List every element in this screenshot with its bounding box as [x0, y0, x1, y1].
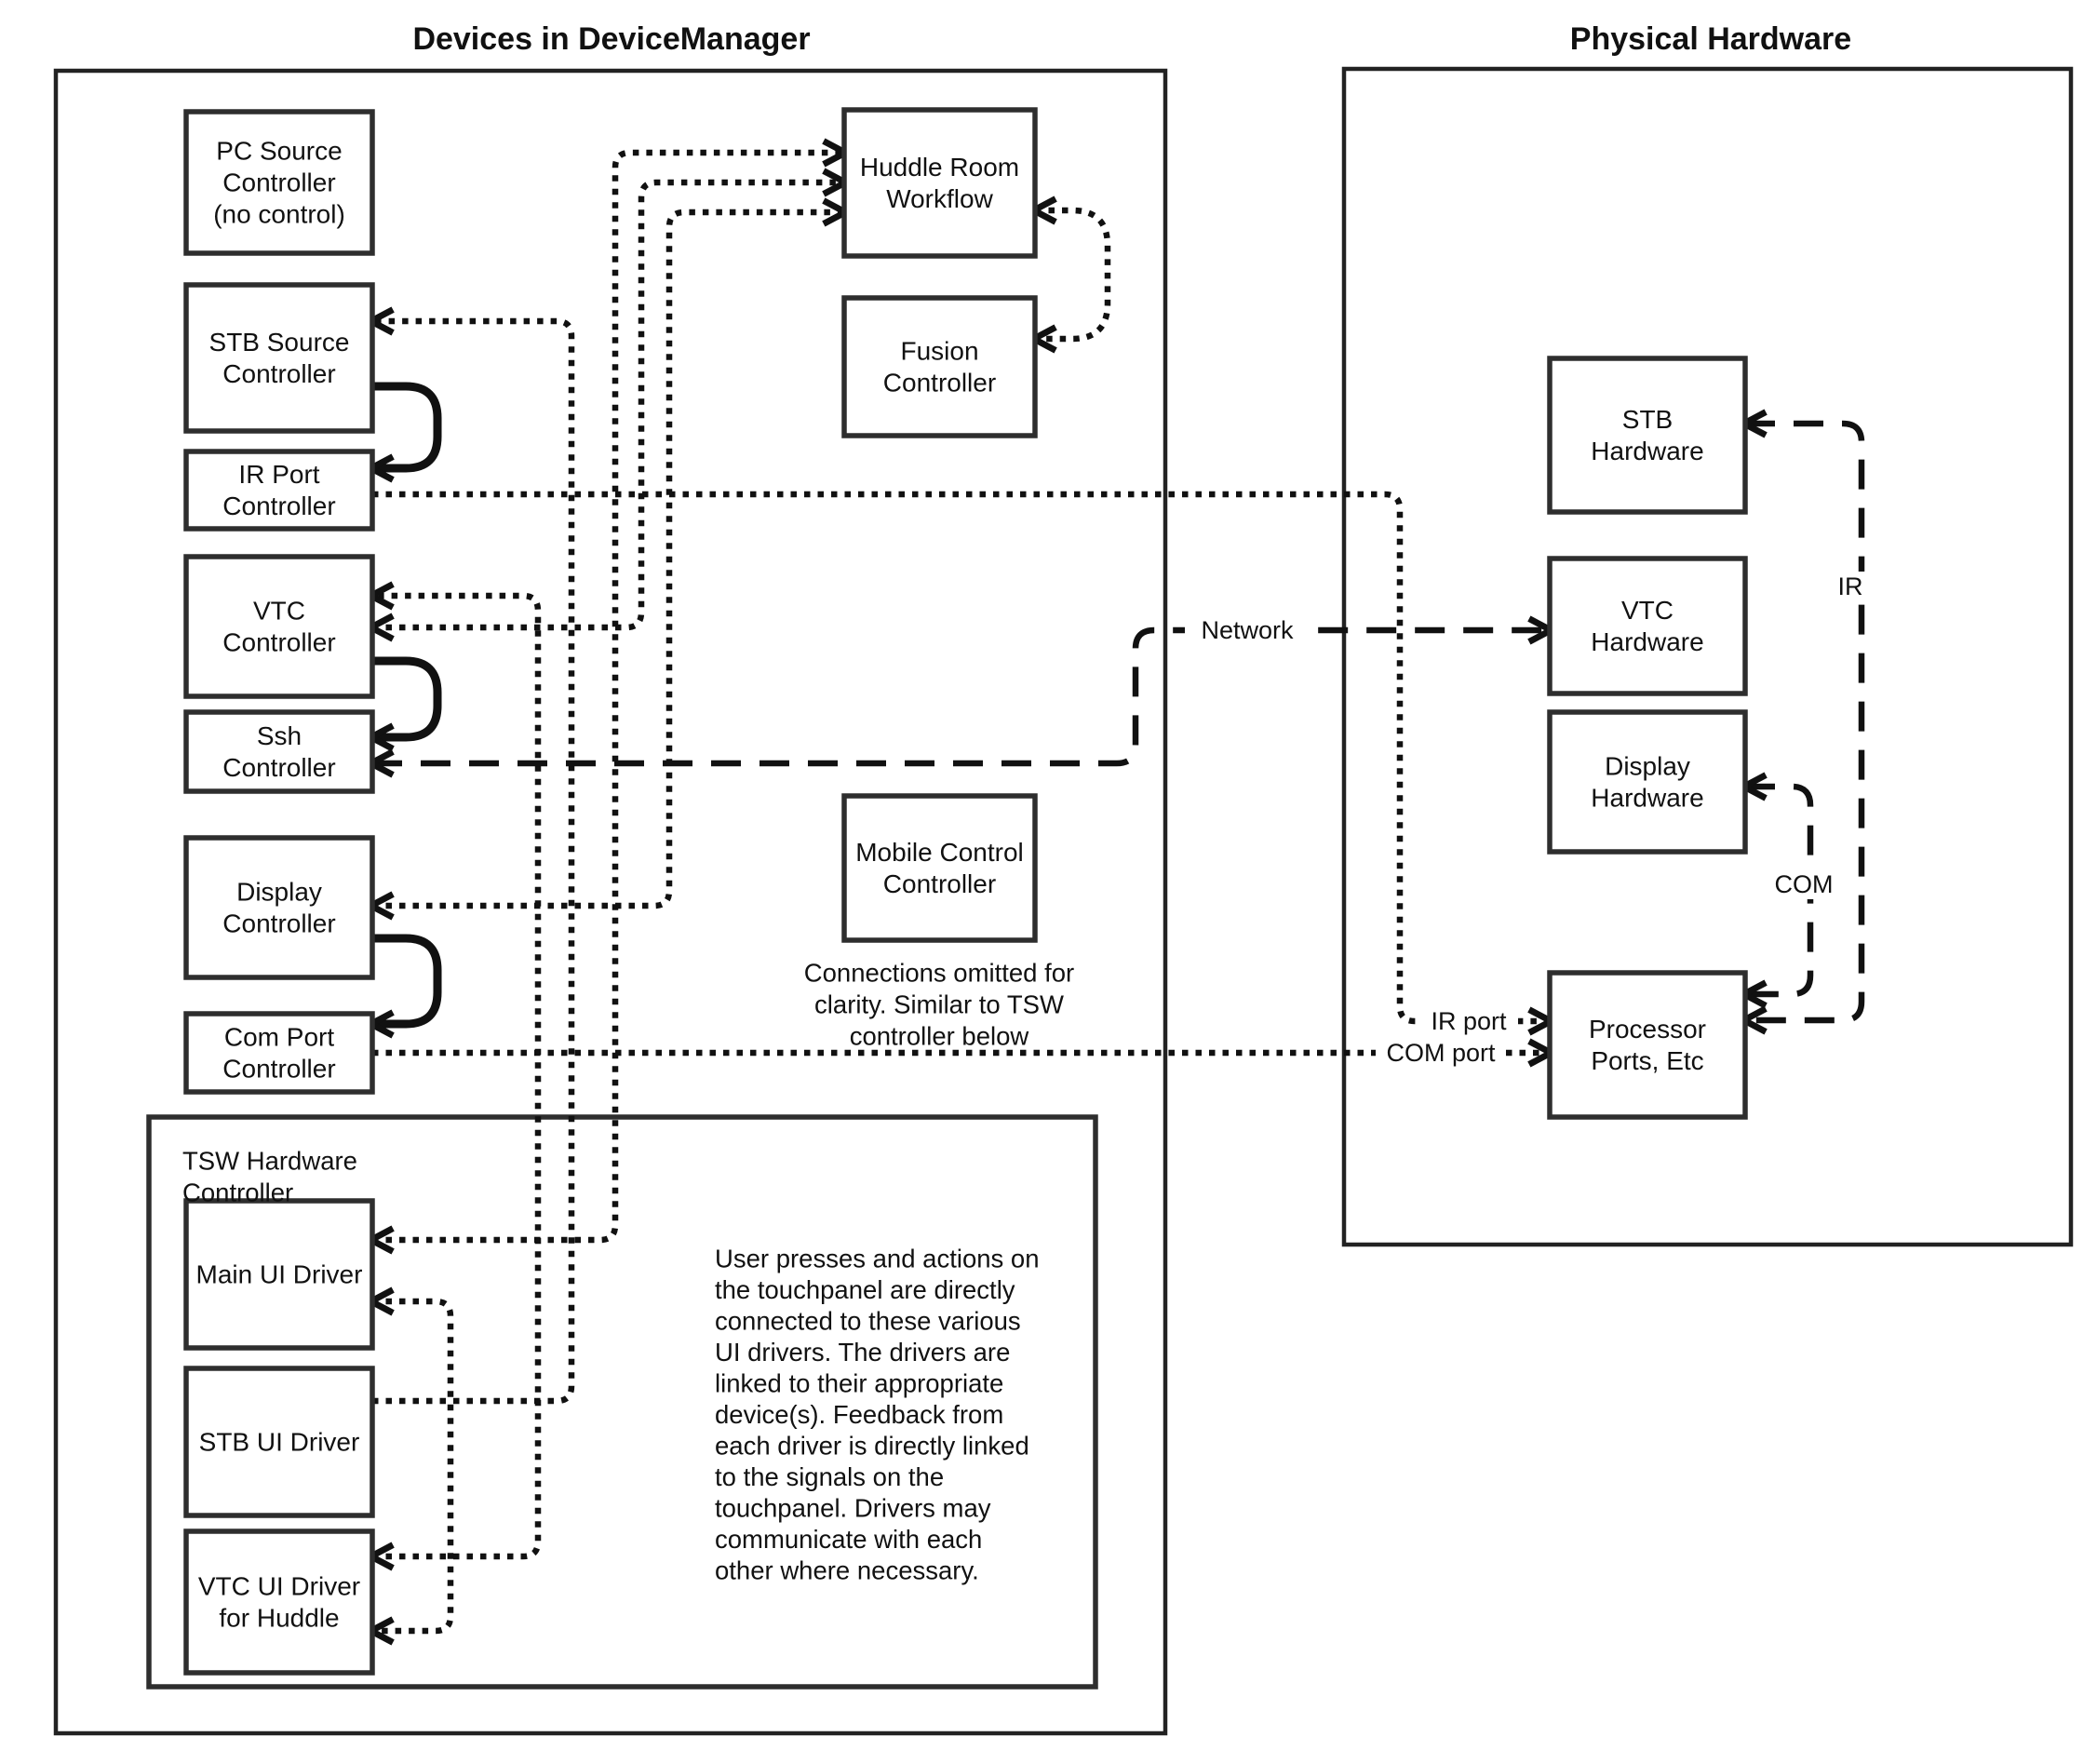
tsw-description-line: to the signals on the	[715, 1462, 945, 1491]
edge-display-to-com-port	[372, 938, 437, 1024]
vtc-ui-driver-label: for Huddle	[219, 1603, 340, 1633]
processor-ports-box	[1550, 973, 1745, 1117]
main-ui-driver-label: Main UI Driver	[195, 1259, 363, 1289]
processor-ports-label: Processor	[1588, 1015, 1707, 1044]
node-ir-port-controller	[186, 451, 372, 529]
pc-source-controller-label: Controller	[222, 168, 336, 197]
tsw-description-line: linked to their appropriate	[715, 1368, 1004, 1398]
display-controller-label: Controller	[222, 909, 336, 938]
edge-display-controller-to-huddle	[372, 212, 844, 906]
devices-title: Devices in DeviceManager	[412, 21, 811, 57]
vtc-controller-box	[186, 557, 372, 696]
mobile-note-line: clarity. Similar to TSW	[814, 990, 1064, 1019]
edge-label-ir-port-line: IR port	[1431, 1007, 1507, 1035]
vtc-controller-label: VTC	[253, 596, 305, 626]
stb-source-controller-box	[186, 285, 372, 431]
edge-vtc-controller-to-huddle	[372, 182, 844, 627]
edge-main-ui-to-vtc-ui	[372, 1301, 450, 1631]
mobile-control-controller-box	[844, 796, 1035, 940]
display-controller-label: Display	[236, 877, 322, 907]
ssh-controller-label: Controller	[222, 753, 336, 782]
edge-ir-hardware-link	[1745, 424, 1862, 1020]
edge-huddle-to-fusion	[1035, 210, 1108, 339]
edge-label-com-port-line: COM port	[1386, 1039, 1496, 1067]
pc-source-controller-label: PC Source	[216, 136, 343, 166]
ir-port-controller-label: Controller	[222, 491, 336, 520]
display-controller-box	[186, 838, 372, 977]
node-stb-ui-driver	[186, 1368, 372, 1515]
mobile-note-line: Connections omitted for	[803, 958, 1075, 988]
physical-title: Physical Hardware	[1569, 21, 1852, 57]
tsw-container-label-line: Controller	[182, 1178, 294, 1207]
tsw-description-line: connected to these various	[715, 1306, 1021, 1336]
mobile-note	[804, 959, 1074, 1051]
stb-hardware-box	[1550, 358, 1745, 512]
huddle-room-workflow-box	[844, 110, 1035, 256]
node-display-hardware	[1550, 712, 1745, 852]
mobile-note-line: controller below	[849, 1021, 1029, 1051]
vtc-ui-driver-label: VTC UI Driver	[197, 1571, 361, 1601]
node-main-ui-driver	[186, 1201, 372, 1348]
tsw-description-line: UI drivers. The drivers are	[715, 1338, 1011, 1367]
node-vtc-controller	[186, 557, 372, 696]
node-pc-source-controller	[186, 112, 372, 253]
pc-source-controller-label: (no control)	[213, 199, 345, 229]
tsw-description-line: touchpanel. Drivers may	[715, 1493, 991, 1523]
edge-stb-source-to-ir-port	[372, 386, 437, 468]
tsw-description-line: User presses and actions on	[715, 1244, 1040, 1273]
mobile-control-controller-label: Mobile Control	[855, 838, 1024, 867]
node-vtc-hardware	[1550, 559, 1745, 693]
vtc-hardware-label: Hardware	[1591, 627, 1704, 656]
stb-hardware-label: STB	[1621, 405, 1674, 434]
edge-network-line	[372, 630, 1550, 763]
tsw-description-line: other where necessary.	[715, 1555, 979, 1585]
display-hardware-label: Display	[1605, 751, 1690, 781]
ssh-controller-label: Ssh	[256, 721, 302, 750]
edge-vtc-to-ssh	[372, 661, 437, 737]
node-huddle-room-workflow	[844, 110, 1035, 256]
vtc-ui-driver-box	[186, 1531, 372, 1673]
edge-label-com-hardware-link: COM	[1774, 870, 1834, 898]
stb-source-controller-label: Controller	[222, 359, 336, 388]
stb-ui-driver-label: STB UI Driver	[198, 1427, 360, 1457]
mobile-control-controller-label: Controller	[882, 869, 997, 898]
huddle-room-workflow-label: Huddle Room	[859, 153, 1020, 182]
node-display-controller	[186, 838, 372, 977]
com-port-controller-label: Controller	[222, 1054, 336, 1084]
node-com-port-controller	[186, 1014, 372, 1092]
tsw-description	[715, 1245, 1040, 1585]
tsw-container-label-line: TSW Hardware	[182, 1146, 357, 1176]
ir-port-controller-label: IR Port	[238, 460, 320, 489]
node-stb-hardware	[1550, 358, 1745, 512]
tsw-description-line: the touchpanel are directly	[715, 1275, 1015, 1304]
vtc-hardware-box	[1550, 559, 1745, 693]
fusion-controller-box	[844, 298, 1035, 436]
tsw-description-line: communicate with each	[715, 1525, 983, 1554]
stb-hardware-label: Hardware	[1591, 437, 1704, 465]
tsw-description-line: device(s). Feedback from	[715, 1400, 1004, 1429]
huddle-room-workflow-label: Workflow	[886, 184, 993, 213]
vtc-controller-label: Controller	[222, 627, 336, 657]
node-mobile-control-controller	[844, 796, 1035, 940]
edge-main-ui-to-huddle	[372, 153, 844, 1240]
fusion-controller-label: Controller	[882, 368, 997, 397]
tsw-container-label	[182, 1147, 357, 1207]
processor-ports-label: Ports, Etc	[1591, 1046, 1704, 1075]
fusion-controller-label: Fusion	[900, 336, 979, 366]
display-hardware-box	[1550, 712, 1745, 852]
node-ssh-controller	[186, 712, 372, 791]
vtc-hardware-label: VTC	[1621, 596, 1674, 625]
node-fusion-controller	[844, 298, 1035, 436]
tsw-description-line: each driver is directly linked	[715, 1431, 1029, 1461]
com-port-controller-label: Com Port	[223, 1022, 335, 1052]
edge-label-ir-hardware-link: IR	[1837, 572, 1863, 600]
edge-label-network-line: Network	[1201, 616, 1294, 644]
stb-source-controller-label: STB Source	[208, 328, 350, 357]
display-hardware-label: Hardware	[1591, 783, 1704, 813]
node-processor-ports	[1550, 973, 1745, 1117]
node-vtc-ui-driver	[186, 1531, 372, 1673]
node-stb-source-controller	[186, 285, 372, 431]
